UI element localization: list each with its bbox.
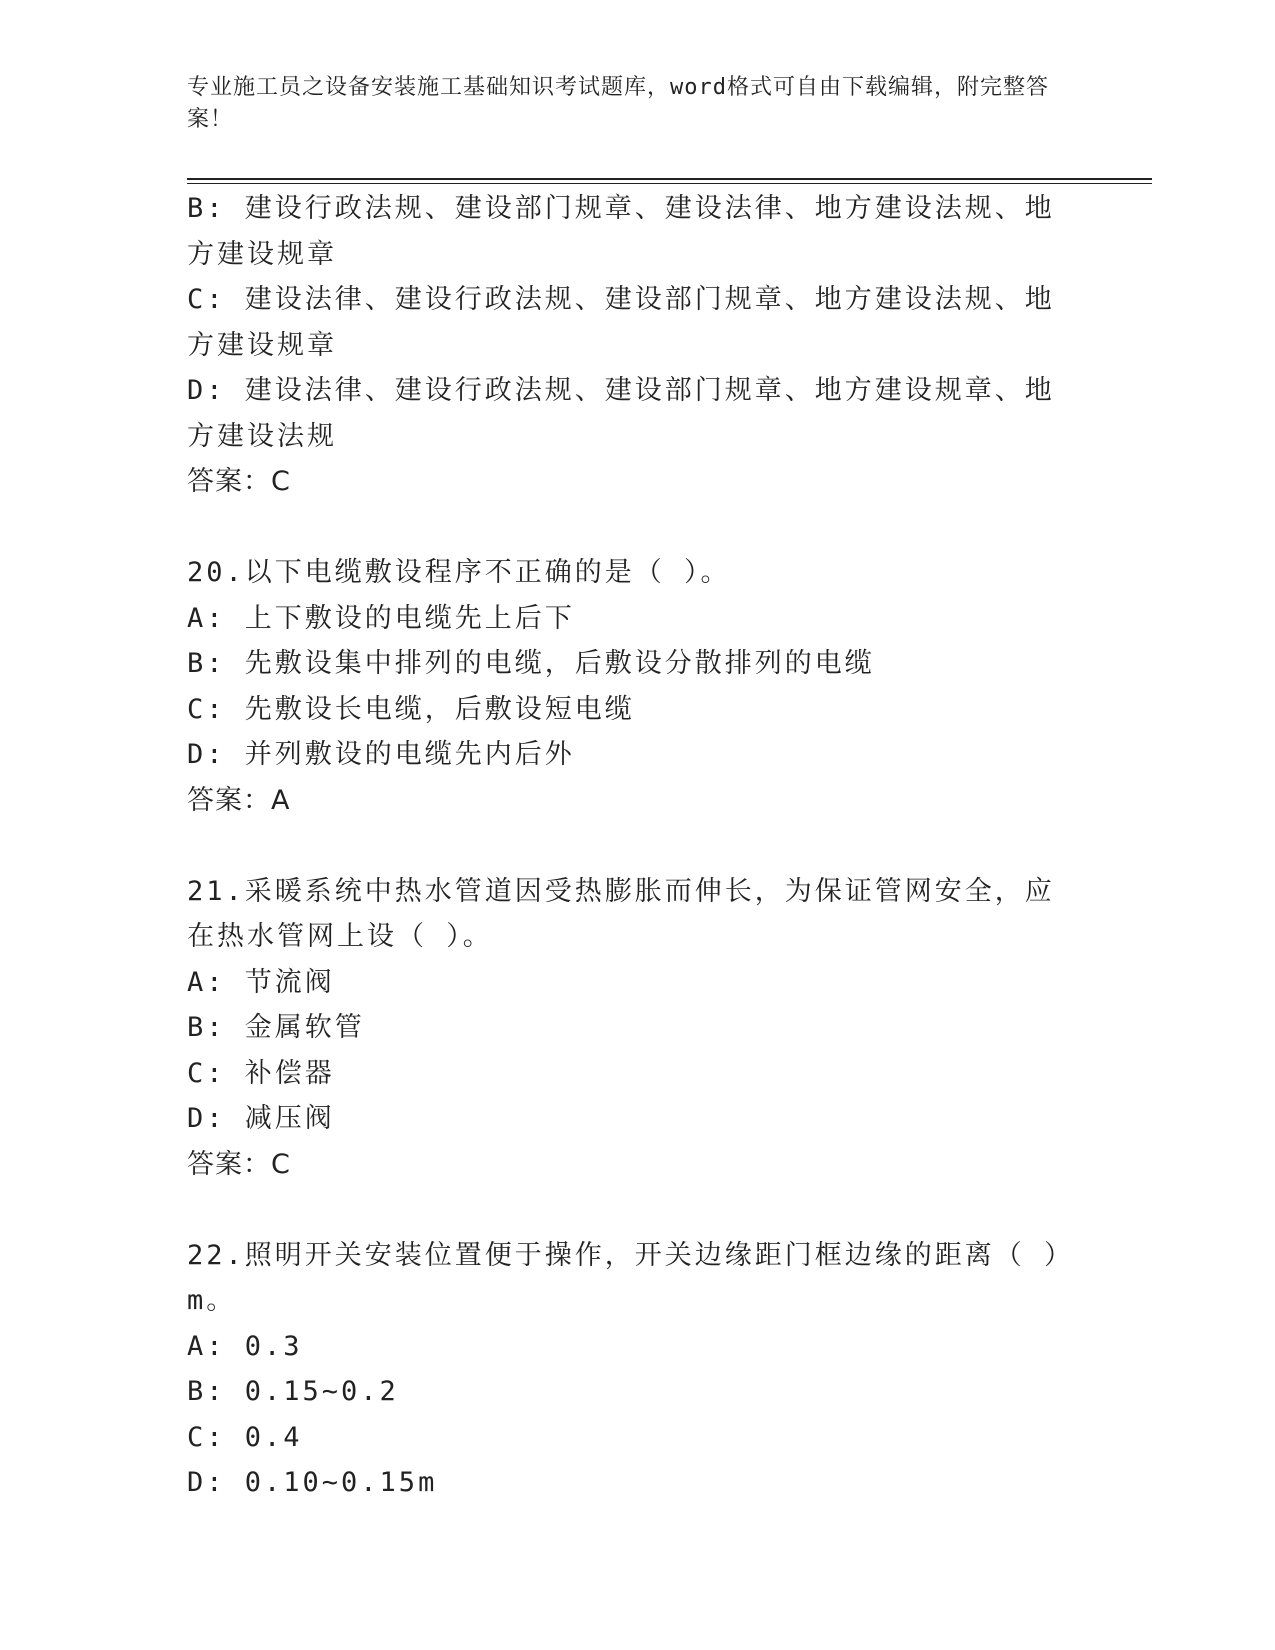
option-b: B: 0.15~0.2 bbox=[187, 1376, 399, 1407]
question-20-block bbox=[187, 550, 1077, 823]
question-stem: 21.采暖系统中热水管道因受热膨胀而伸长，为保证管网安全，应在热水管网上设（ ）。 bbox=[187, 875, 1055, 952]
question-21-block bbox=[187, 869, 1077, 1188]
document-header-title: 专业施工员之设备安装施工基础知识考试题库，word格式可自由下载编辑，附完整答案！ bbox=[187, 75, 1049, 132]
question-stem: 22.照明开关安装位置便于操作，开关边缘距门框边缘的距离（ ）m。 bbox=[187, 1239, 1075, 1316]
answer-label: 答案：A bbox=[187, 784, 291, 816]
spacer bbox=[187, 823, 1077, 869]
option-c: C: 0.4 bbox=[187, 1421, 303, 1453]
question-stem: 20.以下电缆敷设程序不正确的是（ ）。 bbox=[187, 557, 731, 588]
option-b: B: 金属软管 bbox=[187, 1012, 365, 1043]
option-a: A: 上下敷设的电缆先上后下 bbox=[187, 602, 575, 634]
answer-label: 答案：C bbox=[187, 1148, 291, 1180]
option-c: C: 先敷设长电缆，后敷设短电缆 bbox=[187, 693, 635, 725]
question-22-block bbox=[187, 1233, 1077, 1506]
option-d: D: 并列敷设的电缆先内后外 bbox=[187, 739, 575, 770]
option-b: B: 先敷设集中排列的电缆，后敷设分散排列的电缆 bbox=[187, 648, 875, 679]
header-divider-thin bbox=[187, 183, 1152, 184]
option-d: D: 减压阀 bbox=[187, 1103, 335, 1134]
prev-question-block bbox=[187, 186, 1077, 505]
answer-label: 答案：C bbox=[187, 466, 291, 497]
option-d: D: 建设法律、建设行政法规、建设部门规章、地方建设规章、地方建设法规 bbox=[187, 375, 1055, 452]
spacer bbox=[187, 505, 1077, 551]
option-b: B: 建设行政法规、建设部门规章、建设法律、地方建设法规、地方建设规章 bbox=[187, 193, 1055, 270]
document-body bbox=[187, 186, 1077, 1506]
spacer bbox=[187, 1187, 1077, 1233]
option-d: D: 0.10~0.15m bbox=[187, 1467, 438, 1498]
option-c: C: 建设法律、建设行政法规、建设部门规章、地方建设法规、地方建设规章 bbox=[187, 284, 1055, 361]
option-a: A: 节流阀 bbox=[187, 966, 335, 998]
option-c: C: 补偿器 bbox=[187, 1057, 335, 1089]
header-divider-thick bbox=[187, 178, 1152, 180]
option-a: A: 0.3 bbox=[187, 1330, 303, 1362]
